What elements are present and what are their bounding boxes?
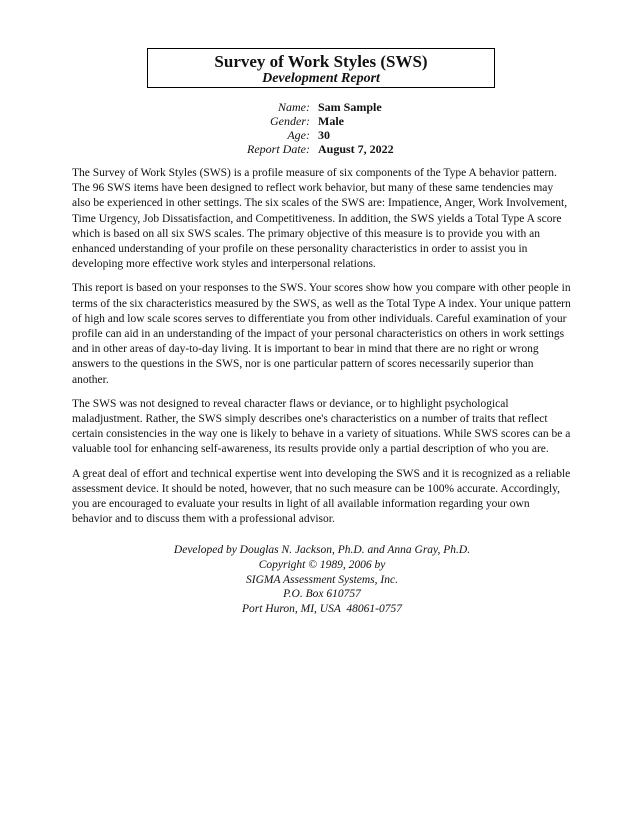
title-box [147, 48, 495, 88]
info-label: Name: [278, 100, 310, 114]
credits-footer [72, 543, 572, 617]
report-title: Survey of Work Styles (SWS) [214, 52, 428, 71]
respondent-info [0, 100, 644, 156]
info-label: Gender: [270, 114, 310, 128]
city-line: Port Huron, MI, USA 48061-0757 [241, 603, 403, 616]
purpose-paragraph: The SWS was not designed to reveal character flaws or deviance, or to highlight psychological maladjustment. Rather, the SWS simply describes one's characteristics on a number of traits that reflect certain consistencies in the way one is likely to behave in a variety of situations. While SWS scores can be a valuable tool for enhancing self-awareness, its results provide only a partial description of who you are. [72, 397, 571, 456]
report-subtitle: Development Report [262, 71, 380, 86]
info-value: 30 [318, 128, 330, 142]
intro-paragraph: The Survey of Work Styles (SWS) is a profile measure of six components of the Type A behavior pattern. The 96 SWS items have been designed to reflect work behavior, but many of these same tendencies may also be experienced in other settings. The six scales of the SWS are: Impatience, Anger, Work Involvement, Time Urgency, Job Dissatisfaction, and Competitiveness. In addition, the SWS yields a Total Type A score which is based on all six SWS scales. The primary objective of this measure is to provide you with an enhanced understanding of your profile on these personality characteristics in order to assist you in developing more effective work styles and interpersonal relations. [72, 167, 568, 271]
info-value: Sam Sample [318, 100, 382, 114]
developed-by-line: Developed by Douglas N. Jackson, Ph.D. and Anna Gray, Ph.D. [173, 544, 471, 556]
info-row-age [0, 128, 644, 142]
info-label: Report Date: [247, 142, 310, 156]
info-label: Age: [287, 128, 310, 142]
scores-paragraph: This report is based on your responses to the SWS. Your scores show how you compare with other people in terms of the six characteristics measured by the SWS, as well as the Total Type A index. Your unique pattern of high and low scale scores serves to differentiate you from other individuals. Careful examination of your profile can aid in an understanding of the impact of your personal characteristics on others in work settings and in other areas of day-to-day living. It is important to bear in mind that there are no right or wrong answers to the questions in the SWS, nor is one particular pattern of scores necessarily superior than another. [72, 282, 571, 386]
info-row-report-date [0, 142, 644, 156]
report-body [72, 166, 572, 536]
copyright-line: Copyright © 1989, 2006 by [258, 558, 386, 571]
disclaimer-paragraph: A great deal of effort and technical expertise went into developing the SWS and it is recognized as a reliable assessment device. It should be noted, however, that no such measure can be 100% accurate. Accordingly, you are encouraged to evaluate your results in light of all available information regarding your own behavior and to discuss them with a professional advisor. [72, 467, 571, 526]
company-line: SIGMA Assessment Systems, Inc. [246, 573, 398, 586]
info-row-gender [0, 114, 644, 128]
info-value: Male [318, 114, 344, 128]
info-row-name [0, 100, 644, 114]
info-value: August 7, 2022 [318, 142, 394, 156]
po-box-line: P.O. Box 610757 [283, 588, 361, 601]
